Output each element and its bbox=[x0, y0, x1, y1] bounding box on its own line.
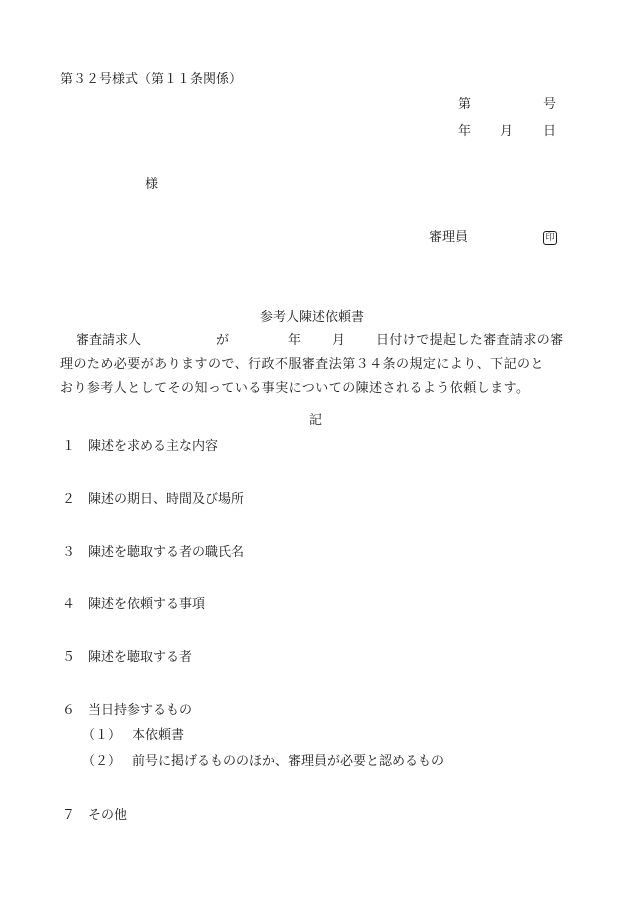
sender-title: 審理員 bbox=[429, 230, 469, 245]
sub-item-text: 前号に掲げるもののほか、審理員が必要と認めるもの bbox=[132, 754, 445, 769]
ki-marker: 記 bbox=[309, 413, 323, 428]
date-month: 月 bbox=[500, 124, 514, 139]
body-line2: 理のため必要がありますので、行政不服審査法第３４条の規定により、下記のと bbox=[60, 357, 544, 372]
body-line1-e: 日付けで提起した審査請求の審 bbox=[376, 333, 564, 348]
list-item bbox=[62, 545, 244, 561]
item-number: ３ bbox=[62, 545, 76, 560]
sub-item-text: 本依頼書 bbox=[132, 728, 185, 743]
item-text: 陳述を求める主な内容 bbox=[88, 439, 219, 454]
sub-item-number: （２） bbox=[82, 754, 122, 769]
body-line1-a: 審査請求人 bbox=[76, 333, 142, 348]
sub-item-number: （１） bbox=[82, 728, 122, 743]
item-text: 当日持参するもの bbox=[88, 703, 193, 718]
item-text: 陳述を依頼する事項 bbox=[88, 597, 206, 612]
seal-mark bbox=[543, 229, 557, 245]
body-line3: おり参考人としてその知っている事実についての陳述されるよう依頼します。 bbox=[60, 381, 530, 396]
list-item bbox=[62, 808, 127, 824]
item-number: ６ bbox=[62, 703, 76, 718]
list-item bbox=[62, 439, 218, 455]
sub-list-item bbox=[82, 728, 184, 744]
item-number: ７ bbox=[62, 808, 76, 823]
item-number: １ bbox=[62, 439, 76, 454]
item-text: その他 bbox=[88, 808, 128, 823]
body-line1-b: が bbox=[216, 333, 230, 348]
date-year: 年 bbox=[458, 124, 472, 139]
list-item bbox=[62, 597, 205, 613]
document-number-prefix: 第 bbox=[458, 97, 472, 112]
addressee-honorific: 様 bbox=[145, 177, 159, 192]
body-line1-c: 年 bbox=[288, 333, 302, 348]
document-title: 参考人陳述依頼書 bbox=[260, 310, 365, 325]
seal-icon: 印 bbox=[543, 231, 557, 245]
item-text: 陳述の期日、時間及び場所 bbox=[88, 492, 245, 507]
list-item bbox=[62, 492, 244, 508]
item-text: 陳述を聴取する者 bbox=[88, 650, 193, 665]
list-item bbox=[62, 703, 192, 719]
document-number-suffix: 号 bbox=[543, 97, 557, 112]
item-text: 陳述を聴取する者の職氏名 bbox=[88, 545, 245, 560]
item-number: ５ bbox=[62, 650, 76, 665]
date-day: 日 bbox=[543, 124, 557, 139]
list-item bbox=[62, 650, 192, 666]
item-number: ４ bbox=[62, 597, 76, 612]
item-number: ２ bbox=[62, 492, 76, 507]
sub-list-item bbox=[82, 754, 444, 770]
body-line1-d: 月 bbox=[332, 333, 346, 348]
form-label: 第３２号様式（第１１条関係） bbox=[60, 72, 243, 87]
